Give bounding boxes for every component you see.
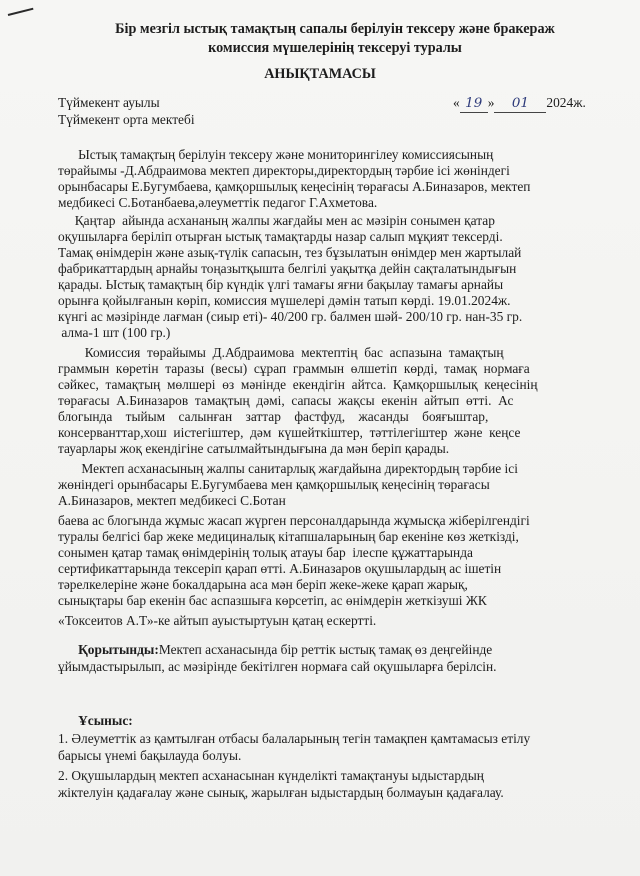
date-quote-close: »: [487, 95, 495, 110]
title-line-2: комиссия мүшелерінің тексеруі туралы: [208, 40, 462, 56]
body-line: сәйкес, тамақтың мөлшері өз мәнінде екендігін айтса. Қамқоршылық кеңесінің: [58, 377, 538, 392]
document-date: [453, 94, 586, 113]
conclusion-label: Қорытынды:: [58, 642, 159, 657]
body-line: блогында тыйым салынған заттар фастфуд, жасанды бояғыштар,: [58, 409, 489, 424]
proposal-item-1b: барысы үнемі бақылауда болуы.: [58, 748, 242, 763]
body-line: баева ас блогында жұмыс жасап жүрген персоналдарында жұмысқа жіберілгендігі: [58, 513, 530, 528]
body-line: алма-1 шт (100 гр.): [58, 325, 171, 340]
title-line-1: Бір мезгіл ыстық тамақтың сапалы берілуін тексеру және бракераж: [115, 21, 555, 37]
body-line: оқушыларға беріліп отырған ыстық тамақтарды назар салып мұқият тексерді.: [58, 229, 503, 244]
body-line: қарады. Ыстық тамақтың бір күндік үлгі тамағы яғни бақылау тамағы арнайы: [58, 277, 504, 292]
proposal-item-1a: 1. Әлеуметтік аз қамтылған отбасы балаларының тегін тамақпен қамтамасыз етілу: [58, 731, 531, 746]
body-line: консерванттар,хош иістегіштер, дәм күшейткіштер, тәттілегіштер және кеңсе: [58, 425, 521, 440]
conclusion-line-1: [58, 642, 492, 658]
body-line: сертификаттарында тексеріп қарап өтті. А.Биназаров оқушылардың ас ішетін: [58, 561, 502, 576]
body-line: фабрикаттардың арнайы тоңазытқышта белгілі уақытқа дейін сақталатындығын: [58, 261, 517, 276]
body-line: күнгі ас мәзірінде лағман (сиыр еті)- 40/200 гр. балмен шәй- 200/10 гр. нан-35 гр.: [58, 309, 523, 324]
proposal-item-2b: жіктелуін қадағалау және сынық, жарылған ыдыстардың болмауын қадағалау.: [58, 785, 504, 800]
pen-mark: [8, 8, 34, 16]
body-line: туралы белгісі бар жеке медициналық кітапшаларының бар екеніне көз жеткізді,: [58, 529, 519, 544]
school-name: Түймекент орта мектебі: [58, 112, 195, 127]
body-line: Комиссия төрайымы Д.Абдраимова мектептің бас аспазына тамақтың: [58, 345, 504, 360]
date-month: 01: [494, 95, 546, 113]
body-line: Мектеп асханасының жалпы санитарлық жағдайына директордың тәрбие ісі: [58, 461, 518, 476]
date-year: 2024ж.: [546, 95, 586, 110]
body-line: орынбасары Е.Бугумбаева, қамқоршылық кеңесінің төрағасы А.Биназаров, мектеп: [58, 179, 531, 194]
body-line: сонымен қатар тамақ өнімдерінің толық атауы бар ілеспе құжаттарында: [58, 545, 473, 560]
document-type-heading: АНЫҚТАМАСЫ: [264, 66, 376, 82]
body-line: тауарлары жоқ екендігіне сатылмайтындығына да мән беріп қарады.: [58, 441, 450, 456]
body-line: жөніндегі орынбасары Е.Бугумбаева мен қамқоршылық кеңесінің төрағасы: [58, 477, 490, 492]
body-line: тәрелкелеріне және бокалдарына аса мән беріп жеке-жеке қарап жарық,: [58, 577, 468, 592]
conclusion-text-2: ұйымдастырылып, ас мәзірінде бекітілген нормаға сай оқушыларға берілсін.: [58, 659, 497, 674]
proposal-item-2a: 2. Оқушылардың мектеп асханасынан күнделікті тамақтануы ыдыстардың: [58, 768, 484, 783]
body-line: төрағасы А.Биназаров тамақтың дәмі, сапасы жақсы екенін айтып өтті. Ас: [58, 393, 514, 408]
body-line: граммын көретін таразы (весы) сұрап граммын өлшетіп көрді, тамақ нормаға: [58, 361, 530, 376]
body-line: төрайымы -Д.Абдраимова мектеп директоры,директордың тәрбие ісі жөніндегі: [58, 163, 510, 178]
body-line: орынға қойылғанын көріп, комиссия мүшелері дәмін татып көрді. 19.01.2024ж.: [58, 293, 511, 308]
body-line: Тамақ өнімдерін және азық-түлік сапасын, тез бұзылатын өнімдер мен жартылай: [58, 245, 522, 260]
body-line: А.Биназаров, мектеп медбикесі С.Ботан: [58, 493, 286, 508]
body-line: Қаңтар айында асхананың жалпы жағдайы мен ас мәзірін сонымен қатар: [58, 213, 495, 228]
village-name: Түймекент ауылы: [58, 95, 160, 110]
conclusion-text-1: Мектеп асханасында бір реттік ыстық тамақ өз деңгейінде: [158, 642, 493, 657]
proposal-label: Ұсыныс:: [58, 713, 133, 728]
body-line: сынықтары бар екенін бас аспазшыға көрсетіп, ас өнімдерін жеткізуші ЖК: [58, 593, 487, 608]
body-line: «Токсеитов А.Т»-ке айтып ауыстыртуын қатаң ескертті.: [58, 613, 377, 628]
body-line: Ыстық тамақтың берілуін тексеру және мониторингілеу комиссиясының: [58, 147, 494, 162]
body-line: медбикесі С.Ботанбаева,әлеуметтік педагог Г.Ахметова.: [58, 195, 378, 210]
date-day: 19: [460, 95, 488, 113]
date-quote-open: «: [453, 95, 460, 110]
